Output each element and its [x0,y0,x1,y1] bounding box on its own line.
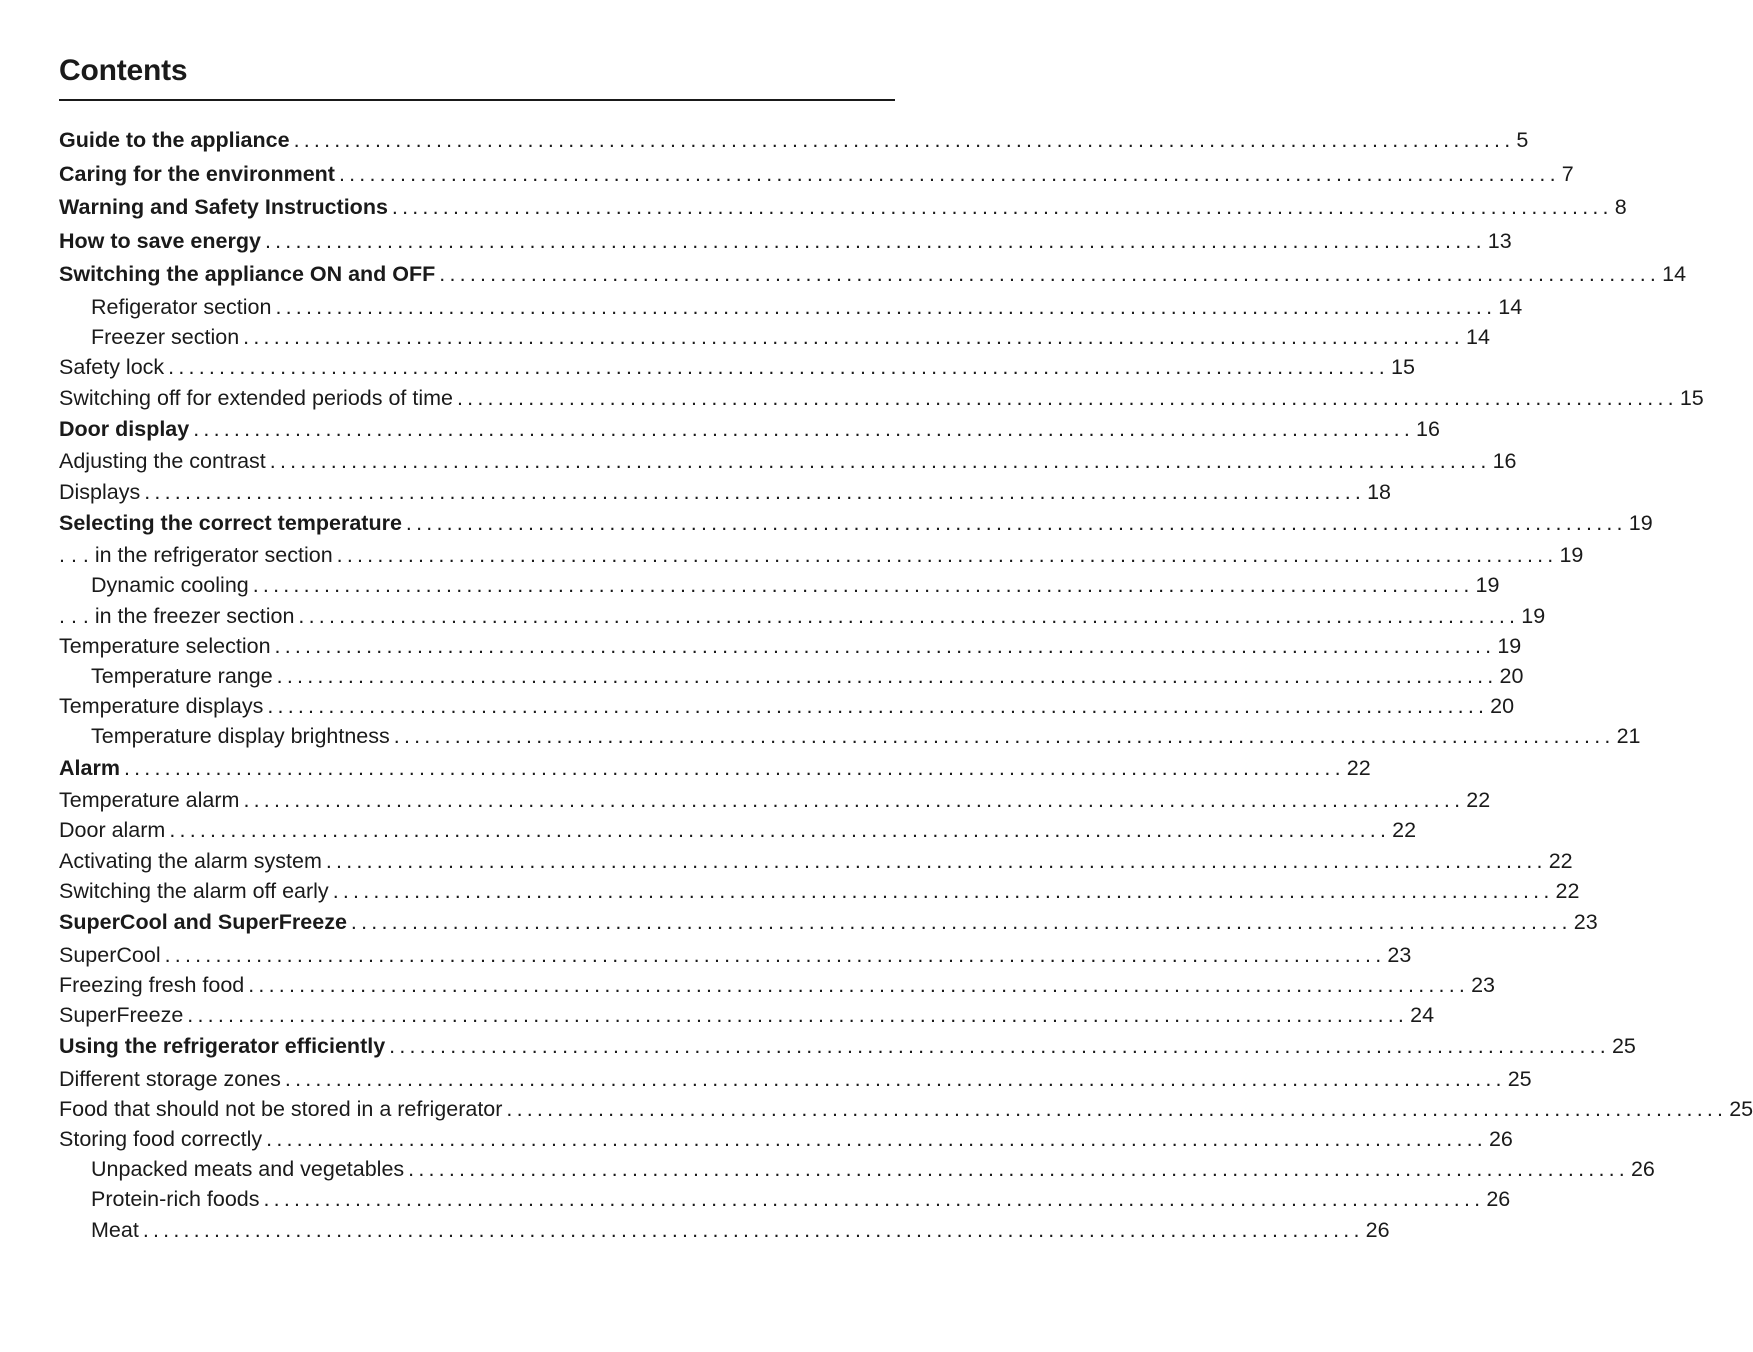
toc-entry-label: Caring for the environment [59,161,335,186]
toc-entry-label: Selecting the correct temperature [59,510,402,535]
toc-entry[interactable] [59,1184,1511,1214]
toc-entry[interactable] [59,631,1522,661]
toc-entry-label: Storing food correctly [59,1127,263,1152]
toc-entry-label: Temperature range [91,664,273,689]
toc-entry[interactable] [59,661,1524,691]
toc-entry[interactable] [59,815,1417,845]
toc-entry-page-number: 13 [1487,228,1512,253]
dot-leader: ........................................................................................................................ [393,724,1615,749]
toc-entry-label: Door alarm [59,818,166,843]
toc-entry-page-number: 26 [1365,1217,1390,1242]
dot-leader: ........................................................................................................................ [266,1127,1487,1152]
toc-entry[interactable] [59,846,1573,876]
toc-entry-label: Using the refrigerator efficiently [59,1034,386,1059]
dot-leader: ........................................................................................................................ [274,633,1496,658]
toc-entry-page-number: 8 [1614,195,1627,220]
toc-entry-page-number: 19 [1497,633,1522,658]
toc-entry[interactable] [59,1094,1753,1124]
toc-entry[interactable] [59,477,1391,507]
dot-leader: ........................................................................................................................ [187,1002,1409,1027]
toc-entry-page-number: 26 [1488,1127,1513,1152]
dot-leader: ........................................................................................................................ [144,479,1366,504]
dot-leader: ........................................................................................................................ [338,161,1560,186]
dot-leader: ........................................................................................................................ [408,1157,1629,1182]
page-title: Contents [59,54,188,87]
toc-entry[interactable] [59,352,1415,382]
toc-entry-page-number: 25 [1729,1096,1753,1121]
toc-entry-page-number: 19 [1628,510,1653,535]
toc-entry[interactable] [59,258,1687,292]
toc-entry[interactable] [59,124,1529,158]
toc-entry-page-number: 15 [1679,385,1704,410]
dot-leader: ........................................................................................................................ [439,262,1661,287]
dot-leader: ........................................................................................................................ [243,788,1465,813]
toc-entry[interactable] [59,570,1500,600]
toc-entry-label: Temperature displays [59,694,264,719]
toc-entry-label: SuperCool and SuperFreeze [59,909,347,934]
dot-leader: ........................................................................................................................ [267,694,1489,719]
toc-entry-page-number: 19 [1475,573,1500,598]
table-of-contents [59,124,1753,1245]
toc-entry-label: . . . in the refrigerator section [59,543,333,568]
toc-entry[interactable] [59,540,1584,570]
toc-entry[interactable] [59,1030,1636,1064]
toc-entry-page-number: 14 [1465,325,1490,350]
dot-leader: ........................................................................................................................ [298,603,1520,628]
dot-leader: ........................................................................................................................ [164,942,1386,967]
toc-entry-page-number: 26 [1486,1187,1511,1212]
toc-entry-label: Food that should not be stored in a refrigerator [59,1096,503,1121]
toc-entry-page-number: 19 [1521,603,1546,628]
dot-leader: ........................................................................................................................ [123,755,1345,780]
toc-entry-page-number: 25 [1507,1066,1532,1091]
toc-entry[interactable] [59,601,1546,631]
toc-entry-page-number: 22 [1346,755,1371,780]
toc-entry[interactable] [59,1124,1513,1154]
toc-entry-page-number: 22 [1555,878,1580,903]
dot-leader: ........................................................................................................................ [350,909,1572,934]
dot-leader: ........................................................................................................................ [193,416,1415,441]
dot-leader: ........................................................................................................................ [264,228,1486,253]
toc-entry[interactable] [59,322,1490,352]
toc-entry[interactable] [59,1154,1655,1184]
dot-leader: ........................................................................................................................ [336,543,1558,568]
toc-entry[interactable] [59,906,1598,940]
toc-entry-label: Meat [91,1217,139,1242]
contents-page [59,0,1753,1245]
toc-entry-label: Activating the alarm system [59,848,322,873]
toc-entry[interactable] [59,1064,1532,1094]
toc-entry-page-number: 25 [1611,1034,1636,1059]
toc-entry-page-number: 14 [1498,294,1523,319]
toc-entry-page-number: 20 [1499,664,1524,689]
toc-entry-label: Switching off for extended periods of time [59,385,453,410]
dot-leader: ........................................................................................................................ [243,325,1464,350]
toc-entry-page-number: 16 [1416,416,1440,441]
toc-entry-page-number: 23 [1387,942,1412,967]
toc-entry-page-number: 22 [1466,788,1491,813]
toc-entry-label: Unpacked meats and vegetables [91,1157,405,1182]
toc-entry-label: Switching the appliance ON and OFF [59,262,436,287]
dot-leader: ........................................................................................................................ [263,1187,1485,1212]
toc-entry-label: Displays [59,479,141,504]
toc-entry-label: Guide to the appliance [59,128,290,152]
toc-entry-label: Warning and Safety Instructions [59,195,388,220]
toc-entry-label: Adjusting the contrast [59,449,266,474]
toc-entry-page-number: 16 [1492,449,1517,474]
dot-leader: ........................................................................................................................ [284,1066,1506,1091]
dot-leader: ........................................................................................................................ [269,449,1491,474]
toc-entry-page-number: 21 [1616,724,1641,749]
toc-entry-page-number: 22 [1392,818,1417,843]
toc-entry-label: Protein-rich foods [91,1187,260,1212]
toc-entry-label: Door display [59,416,190,441]
dot-leader: ........................................................................................................................ [275,294,1497,319]
dot-leader: ........................................................................................................................ [293,128,1515,152]
toc-entry-page-number: 23 [1471,972,1495,997]
dot-leader: ........................................................................................................................ [506,1096,1728,1121]
toc-entry[interactable] [59,158,1574,192]
toc-entry[interactable] [59,292,1523,322]
dot-leader: ........................................................................................................................ [457,385,1678,410]
dot-leader: ........................................................................................................................ [405,510,1627,535]
toc-entry-page-number: 22 [1548,848,1573,873]
toc-entry-label: Temperature display brightness [91,724,390,749]
dot-leader: ........................................................................................................................ [391,195,1613,220]
toc-entry-page-number: 19 [1559,543,1584,568]
dot-leader: ........................................................................................................................ [168,355,1389,380]
toc-entry[interactable] [59,1215,1390,1245]
toc-entry[interactable] [59,970,1495,1000]
toc-entry[interactable] [59,446,1517,476]
toc-entry-page-number: 23 [1573,909,1598,934]
toc-entry-label: Freezer section [91,325,240,350]
dot-leader: ........................................................................................................................ [252,573,1474,598]
toc-entry-label: Temperature selection [59,633,271,658]
toc-entry-page-number: 26 [1630,1157,1655,1182]
toc-entry-label: Temperature alarm [59,788,240,813]
toc-entry-page-number: 20 [1490,694,1515,719]
dot-leader: ........................................................................................................................ [248,972,1470,997]
dot-leader: ........................................................................................................................ [332,878,1554,903]
toc-entry-label: Safety lock [59,355,165,380]
dot-leader: ........................................................................................................................ [142,1217,1364,1242]
title-divider [59,99,895,101]
toc-entry-page-number: 7 [1561,161,1574,186]
dot-leader: ........................................................................................................................ [389,1034,1610,1059]
toc-entry[interactable] [59,721,1641,751]
toc-entry[interactable] [59,507,1653,541]
toc-entry[interactable] [59,785,1491,815]
toc-entry[interactable] [59,225,1512,259]
toc-entry-page-number: 14 [1662,262,1687,287]
toc-entry[interactable] [59,383,1704,413]
toc-entry-label: Alarm [59,755,120,780]
toc-entry-page-number: 5 [1516,128,1529,152]
dot-leader: ........................................................................................................................ [276,664,1498,689]
toc-entry-page-number: 18 [1367,479,1391,504]
dot-leader: ........................................................................................................................ [169,818,1391,843]
toc-entry-label: SuperFreeze [59,1002,184,1027]
toc-entry-page-number: 24 [1410,1002,1435,1027]
toc-entry[interactable] [59,413,1440,447]
toc-entry[interactable] [59,1000,1435,1030]
toc-entry[interactable] [59,876,1580,906]
dot-leader: ........................................................................................................................ [325,848,1547,873]
toc-entry-label: Freezing fresh food [59,972,245,997]
toc-entry[interactable] [59,752,1371,786]
toc-entry-page-number: 15 [1390,355,1415,380]
toc-entry-label: . . . in the freezer section [59,603,295,628]
toc-entry-label: SuperCool [59,942,161,967]
toc-entry[interactable] [59,191,1627,225]
toc-entry-label: Switching the alarm off early [59,878,329,903]
toc-entry-label: Refigerator section [91,294,272,319]
toc-entry[interactable] [59,940,1412,970]
toc-entry-label: Dynamic cooling [91,573,249,598]
toc-entry-label: How to save energy [59,228,261,253]
toc-entry[interactable] [59,691,1515,721]
toc-entry-label: Different storage zones [59,1066,281,1091]
